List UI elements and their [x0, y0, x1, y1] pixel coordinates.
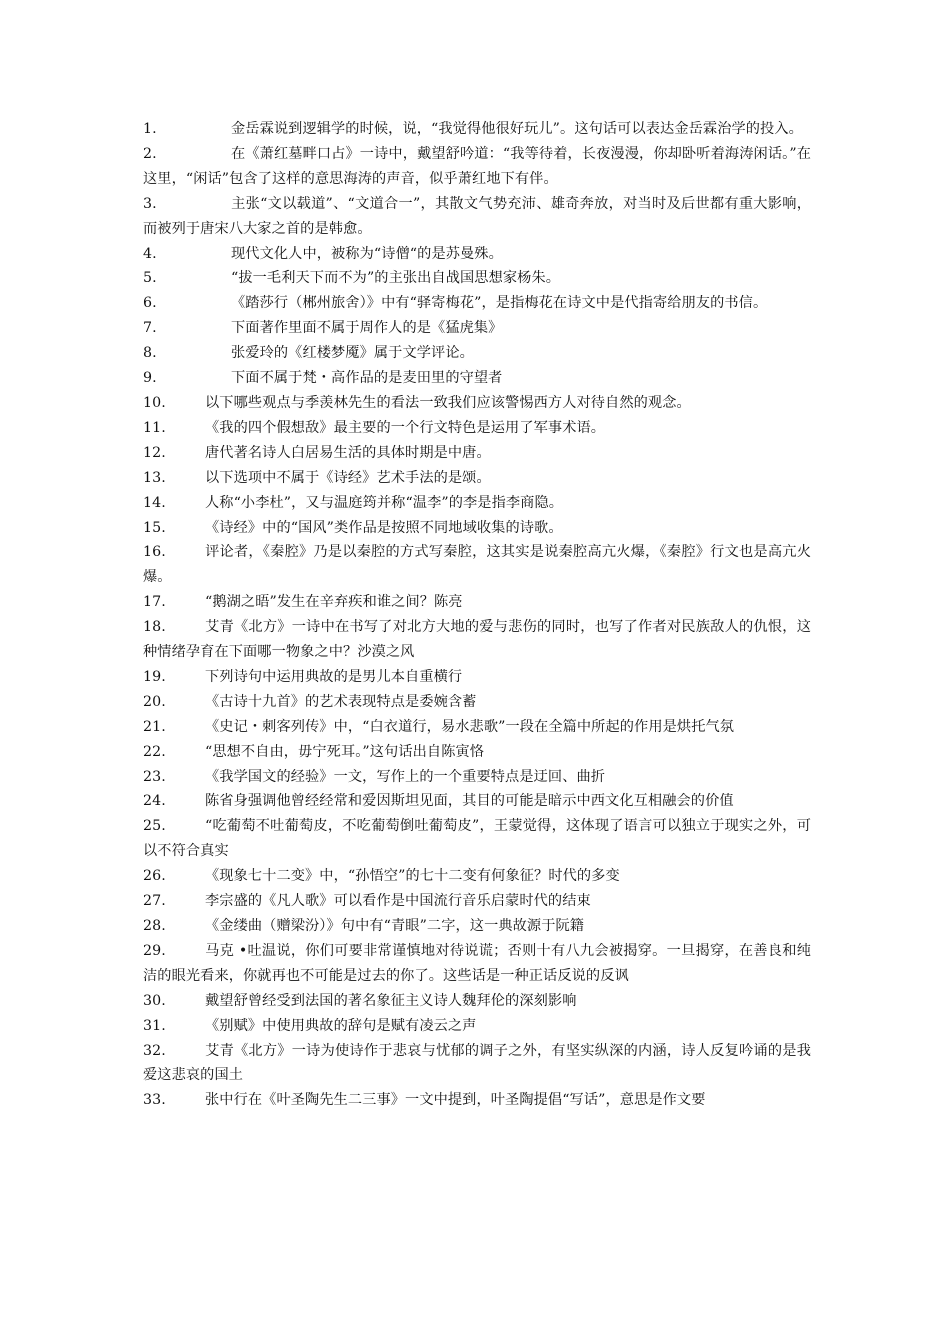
item-number: 30.: [143, 992, 166, 1009]
list-item: [143, 615, 811, 665]
item-number: 6.: [143, 295, 157, 312]
document-page: [143, 117, 811, 1113]
list-item: [143, 491, 811, 516]
list-item: [143, 366, 811, 391]
item-number: 27.: [143, 893, 166, 910]
item-text: 李宗盛的《凡人歌》可以看作是中国流行音乐启蒙时代的结束: [205, 893, 591, 910]
item-text: “拔一毛利天下而不为”的主张出自战国思想家杨朱。: [231, 270, 561, 287]
item-number: 17.: [143, 594, 166, 611]
item-number: 25.: [143, 818, 166, 835]
list-item: [143, 864, 811, 889]
item-text: 下列诗句中运用典故的是男儿本自重横行: [205, 668, 463, 685]
item-text: 唐代著名诗人白居易生活的具体时期是中唐。: [205, 444, 491, 461]
list-item: [143, 1088, 811, 1113]
list-item: [143, 590, 811, 615]
list-item: [143, 1039, 811, 1089]
item-text: 《现象七十二变》中，“孙悟空”的七十二变有何象征？时代的多变: [205, 868, 620, 885]
list-item: [143, 316, 811, 341]
item-text: “鹅湖之晤”发生在辛弃疾和谁之间？陈亮: [205, 594, 463, 611]
item-text: 马克 •吐温说，你们可要非常谨慎地对待说谎；否则十有八九会被揭穿。一旦揭穿，在善良和纯洁的眼光看来，你就再也不可能是过去的你了。这些话是一种正话反说的反讽: [143, 942, 811, 984]
item-text: 下面著作里面不属于周作人的是《猛虎集》: [231, 320, 503, 337]
item-number: 21.: [143, 718, 166, 735]
item-text: 人称“小李杜”，又与温庭筠并称“温李”的李是指李商隐。: [205, 494, 564, 511]
item-text: 艾青《北方》一诗中在书写了对北方大地的爱与悲伤的同时，也写了作者对民族敌人的仇恨，这种情绪孕育在下面哪一物象之中？沙漠之风: [143, 619, 811, 661]
item-number: 10.: [143, 394, 166, 411]
list-item: [143, 516, 811, 541]
item-text: 现代文化人中，被称为“诗僧“的是苏曼殊。: [231, 245, 503, 262]
item-text: 戴望舒曾经受到法国的著名象征主义诗人魏拜伦的深刻影响: [205, 992, 577, 1009]
list-item: [143, 989, 811, 1014]
item-text: “思想不自由，毋宁死耳。”这句话出自陈寅恪: [205, 743, 485, 760]
list-item: [143, 789, 811, 814]
item-number: 14.: [143, 494, 166, 511]
item-number: 12.: [143, 444, 166, 461]
item-number: 23.: [143, 768, 166, 785]
item-text: “吃葡萄不吐葡萄皮，不吃葡萄倒吐葡萄皮”，王蒙觉得，这体现了语言可以独立于现实之外，可以不符合真实: [143, 818, 811, 860]
item-number: 32.: [143, 1042, 166, 1059]
list-item: [143, 540, 811, 590]
list-item: [143, 117, 811, 142]
item-text: 《我的四个假想敌》最主要的一个行文特色是运用了军事术语。: [205, 419, 606, 436]
item-text: 以下哪些观点与季羡林先生的看法一致我们应该警惕西方人对待自然的观念。: [205, 394, 691, 411]
item-text: 《踏莎行（郴州旅舍）》中有“驿寄梅花”，是指梅花在诗文中是代指寄给朋友的书信。: [231, 295, 768, 312]
list-item: [143, 814, 811, 864]
item-number: 33.: [143, 1092, 166, 1109]
item-number: 4.: [143, 245, 157, 262]
list-item: [143, 740, 811, 765]
item-number: 3.: [143, 195, 157, 212]
item-text: 《我学国文的经验》一文，写作上的一个重要特点是迂回、曲折: [205, 768, 606, 785]
item-number: 19.: [143, 668, 166, 685]
item-text: 《史记・刺客列传》中，“白衣道行，易水悲歌”一段在全篇中所起的作用是烘托气氛: [205, 718, 735, 735]
list-item: [143, 665, 811, 690]
item-number: 24.: [143, 793, 166, 810]
item-number: 31.: [143, 1017, 166, 1034]
item-text: 陈省身强调他曾经经常和爱因斯坦见面，其目的可能是暗示中西文化互相融会的价值: [205, 793, 734, 810]
list-item: [143, 914, 811, 939]
list-item: [143, 889, 811, 914]
list-item: [143, 291, 811, 316]
item-text: 张爱玲的《红楼梦魇》属于文学评论。: [231, 345, 474, 362]
list-item: [143, 690, 811, 715]
item-number: 20.: [143, 693, 166, 710]
list-item: [143, 391, 811, 416]
item-number: 2.: [143, 145, 157, 162]
list-item: [143, 939, 811, 989]
item-number: 26.: [143, 868, 166, 885]
item-text: 《别赋》中使用典故的辞句是赋有凌云之声: [205, 1017, 477, 1034]
list-item: [143, 192, 811, 242]
item-number: 8.: [143, 345, 157, 362]
item-number: 29.: [143, 942, 166, 959]
item-number: 13.: [143, 469, 166, 486]
list-item: [143, 266, 811, 291]
list-item: [143, 142, 811, 192]
item-number: 28.: [143, 918, 166, 934]
item-number: 11.: [143, 419, 166, 436]
item-number: 16.: [143, 544, 166, 561]
item-text: 张中行在《叶圣陶先生二三事》一文中提到，叶圣陶提倡“写话”，意思是作文要: [205, 1092, 706, 1109]
list-item: [143, 1014, 811, 1039]
item-number: 18.: [143, 619, 166, 636]
item-text: 以下选项中不属于《诗经》艺术手法的是颂。: [205, 469, 491, 486]
item-number: 5.: [143, 270, 157, 287]
item-text: 《金缕曲（赠梁汾）》句中有“青眼”二字，这一典故源于阮籍: [205, 918, 585, 934]
list-item: [143, 341, 811, 366]
item-text: 金岳霖说到逻辑学的时候，说，“我觉得他很好玩儿”。这句话可以表达金岳霖治学的投入。: [231, 121, 803, 137]
item-number: 1.: [143, 121, 157, 137]
item-text: 在《萧红墓畔口占》一诗中，戴望舒吟道：“我等待着，长夜漫漫，你却卧听着海涛闲话。”在这里，“闲话”包含了这样的意思海涛的声音，似乎萧红地下有伴。: [143, 145, 811, 187]
item-text: 下面不属于梵・高作品的是麦田里的守望者: [231, 370, 503, 387]
item-text: 艾青《北方》一诗为使诗作于悲哀与忧郁的调子之外，有坚实纵深的内涵，诗人反复吟诵的是我爱这悲哀的国土: [143, 1042, 811, 1084]
item-number: 15.: [143, 519, 166, 536]
list-item: [143, 441, 811, 466]
list-item: [143, 416, 811, 441]
list-item: [143, 466, 811, 491]
item-text: 《古诗十九首》的艺术表现特点是委婉含蓄: [205, 693, 477, 710]
item-number: 9.: [143, 370, 157, 387]
list-item: [143, 242, 811, 267]
list-item: [143, 715, 811, 740]
item-text: 评论者，《秦腔》乃是以秦腔的方式写秦腔，这其实是说秦腔高亢火爆，《秦腔》行文也是高亢火爆。: [143, 544, 811, 586]
item-number: 22.: [143, 743, 166, 760]
item-text: 主张“文以载道”、“文道合一”，其散文气势充沛、雄奇奔放，对当时及后世都有重大影响，而被列于唐宋八大家之首的是韩愈。: [143, 195, 811, 237]
item-text: 《诗经》中的“国风”类作品是按照不同地域收集的诗歌。: [205, 519, 563, 536]
list-item: [143, 765, 811, 790]
item-number: 7.: [143, 320, 157, 337]
